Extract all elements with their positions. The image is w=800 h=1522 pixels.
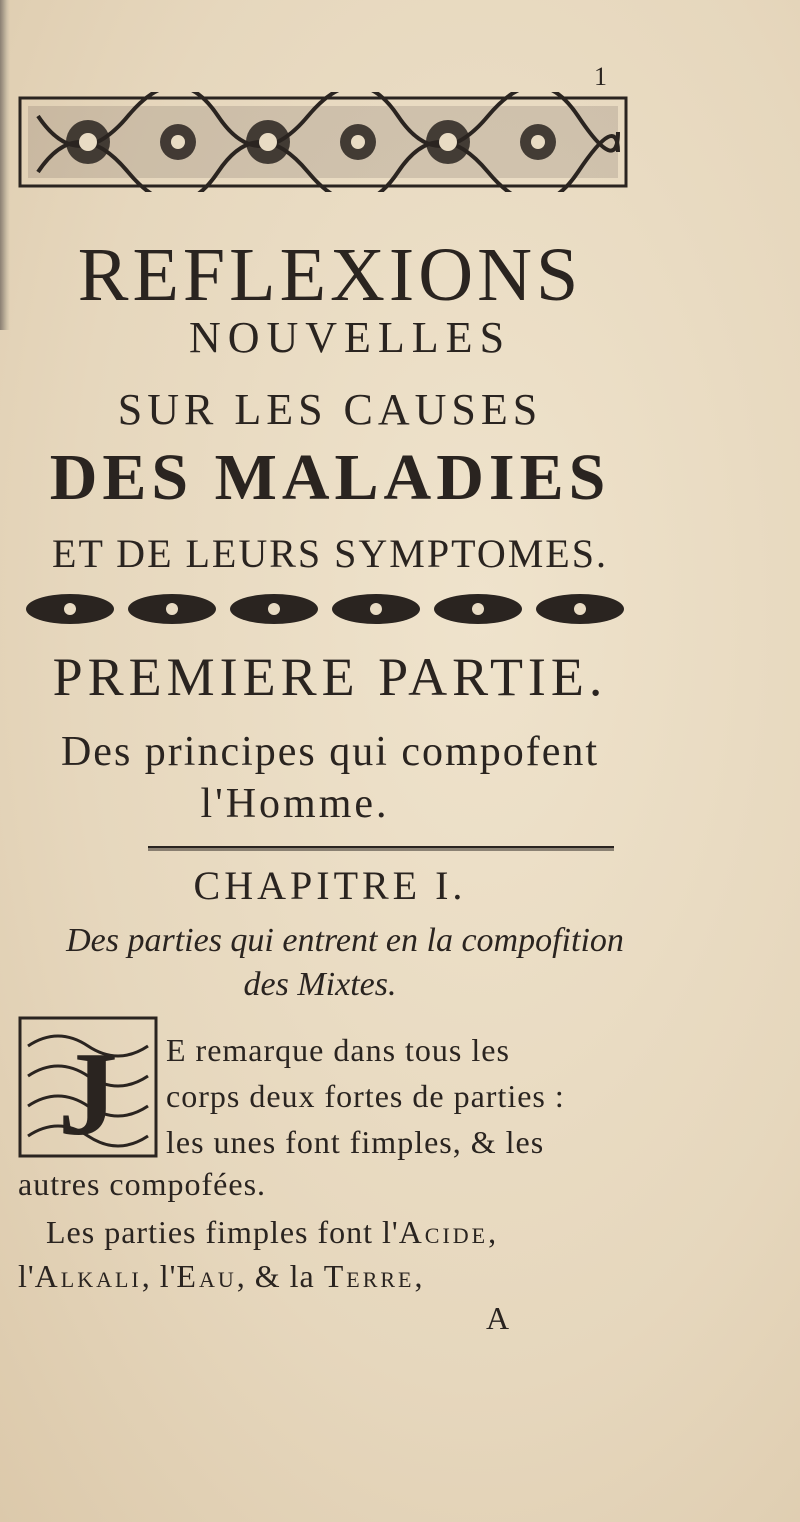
body-line-1: E remarque dans tous les [166, 1032, 510, 1068]
body-line-6-end: , [414, 1258, 424, 1294]
title-line-2: NOUVELLES [188, 313, 512, 362]
chapter-subtitle-line-2: des Mixtes. [243, 966, 397, 1003]
body-line-2: corps deux fortes de parties : [166, 1078, 565, 1114]
body-line-4: autres compofées. [18, 1166, 267, 1202]
page-edge [0, 0, 10, 330]
title-line-1: REFLEXIONS [77, 233, 583, 317]
title-line-4: DES MALADIES [49, 441, 611, 514]
term-eau: Eau [176, 1258, 237, 1294]
drop-cap-letter: J [58, 1027, 118, 1158]
term-acide: Acide [398, 1214, 489, 1250]
fleuron-row-ornament [20, 586, 630, 632]
drop-cap-ornament [18, 1016, 158, 1158]
chapter-subtitle-line-1: Des parties qui entrent en la compofition [66, 922, 624, 959]
body-line-3: les unes font fimples, & les [166, 1124, 545, 1160]
term-terre: Terre [323, 1258, 415, 1294]
part-subtitle-line-2: l'Homme. [200, 781, 390, 827]
title-line-3: SUR LES CAUSES [117, 385, 543, 434]
body-line-5: Les parties fimples font l'Acide, [46, 1214, 498, 1250]
chapter-rule [148, 846, 614, 851]
part-subtitle-line-1: Des principes qui compofent [60, 729, 600, 775]
chapter-title: CHAPITRE I. [193, 863, 467, 908]
page-number: 1 [594, 62, 608, 91]
body-line-5-text: Les parties fimples font l' [46, 1214, 399, 1250]
headpiece-ornament [18, 92, 630, 192]
signature-mark: A [486, 1300, 510, 1336]
body-line-6-terre-pre: , & la [236, 1258, 324, 1294]
body-line-6 [18, 1258, 424, 1295]
part-title: PREMIERE PARTIE. [52, 647, 608, 707]
title-line-5: ET DE LEURS SYMPTOMES. [52, 531, 608, 576]
body-line-6-start: l' [18, 1258, 35, 1294]
body-line-6-eau-pre: , l' [141, 1258, 177, 1294]
term-alkali: Alkali [34, 1258, 142, 1294]
